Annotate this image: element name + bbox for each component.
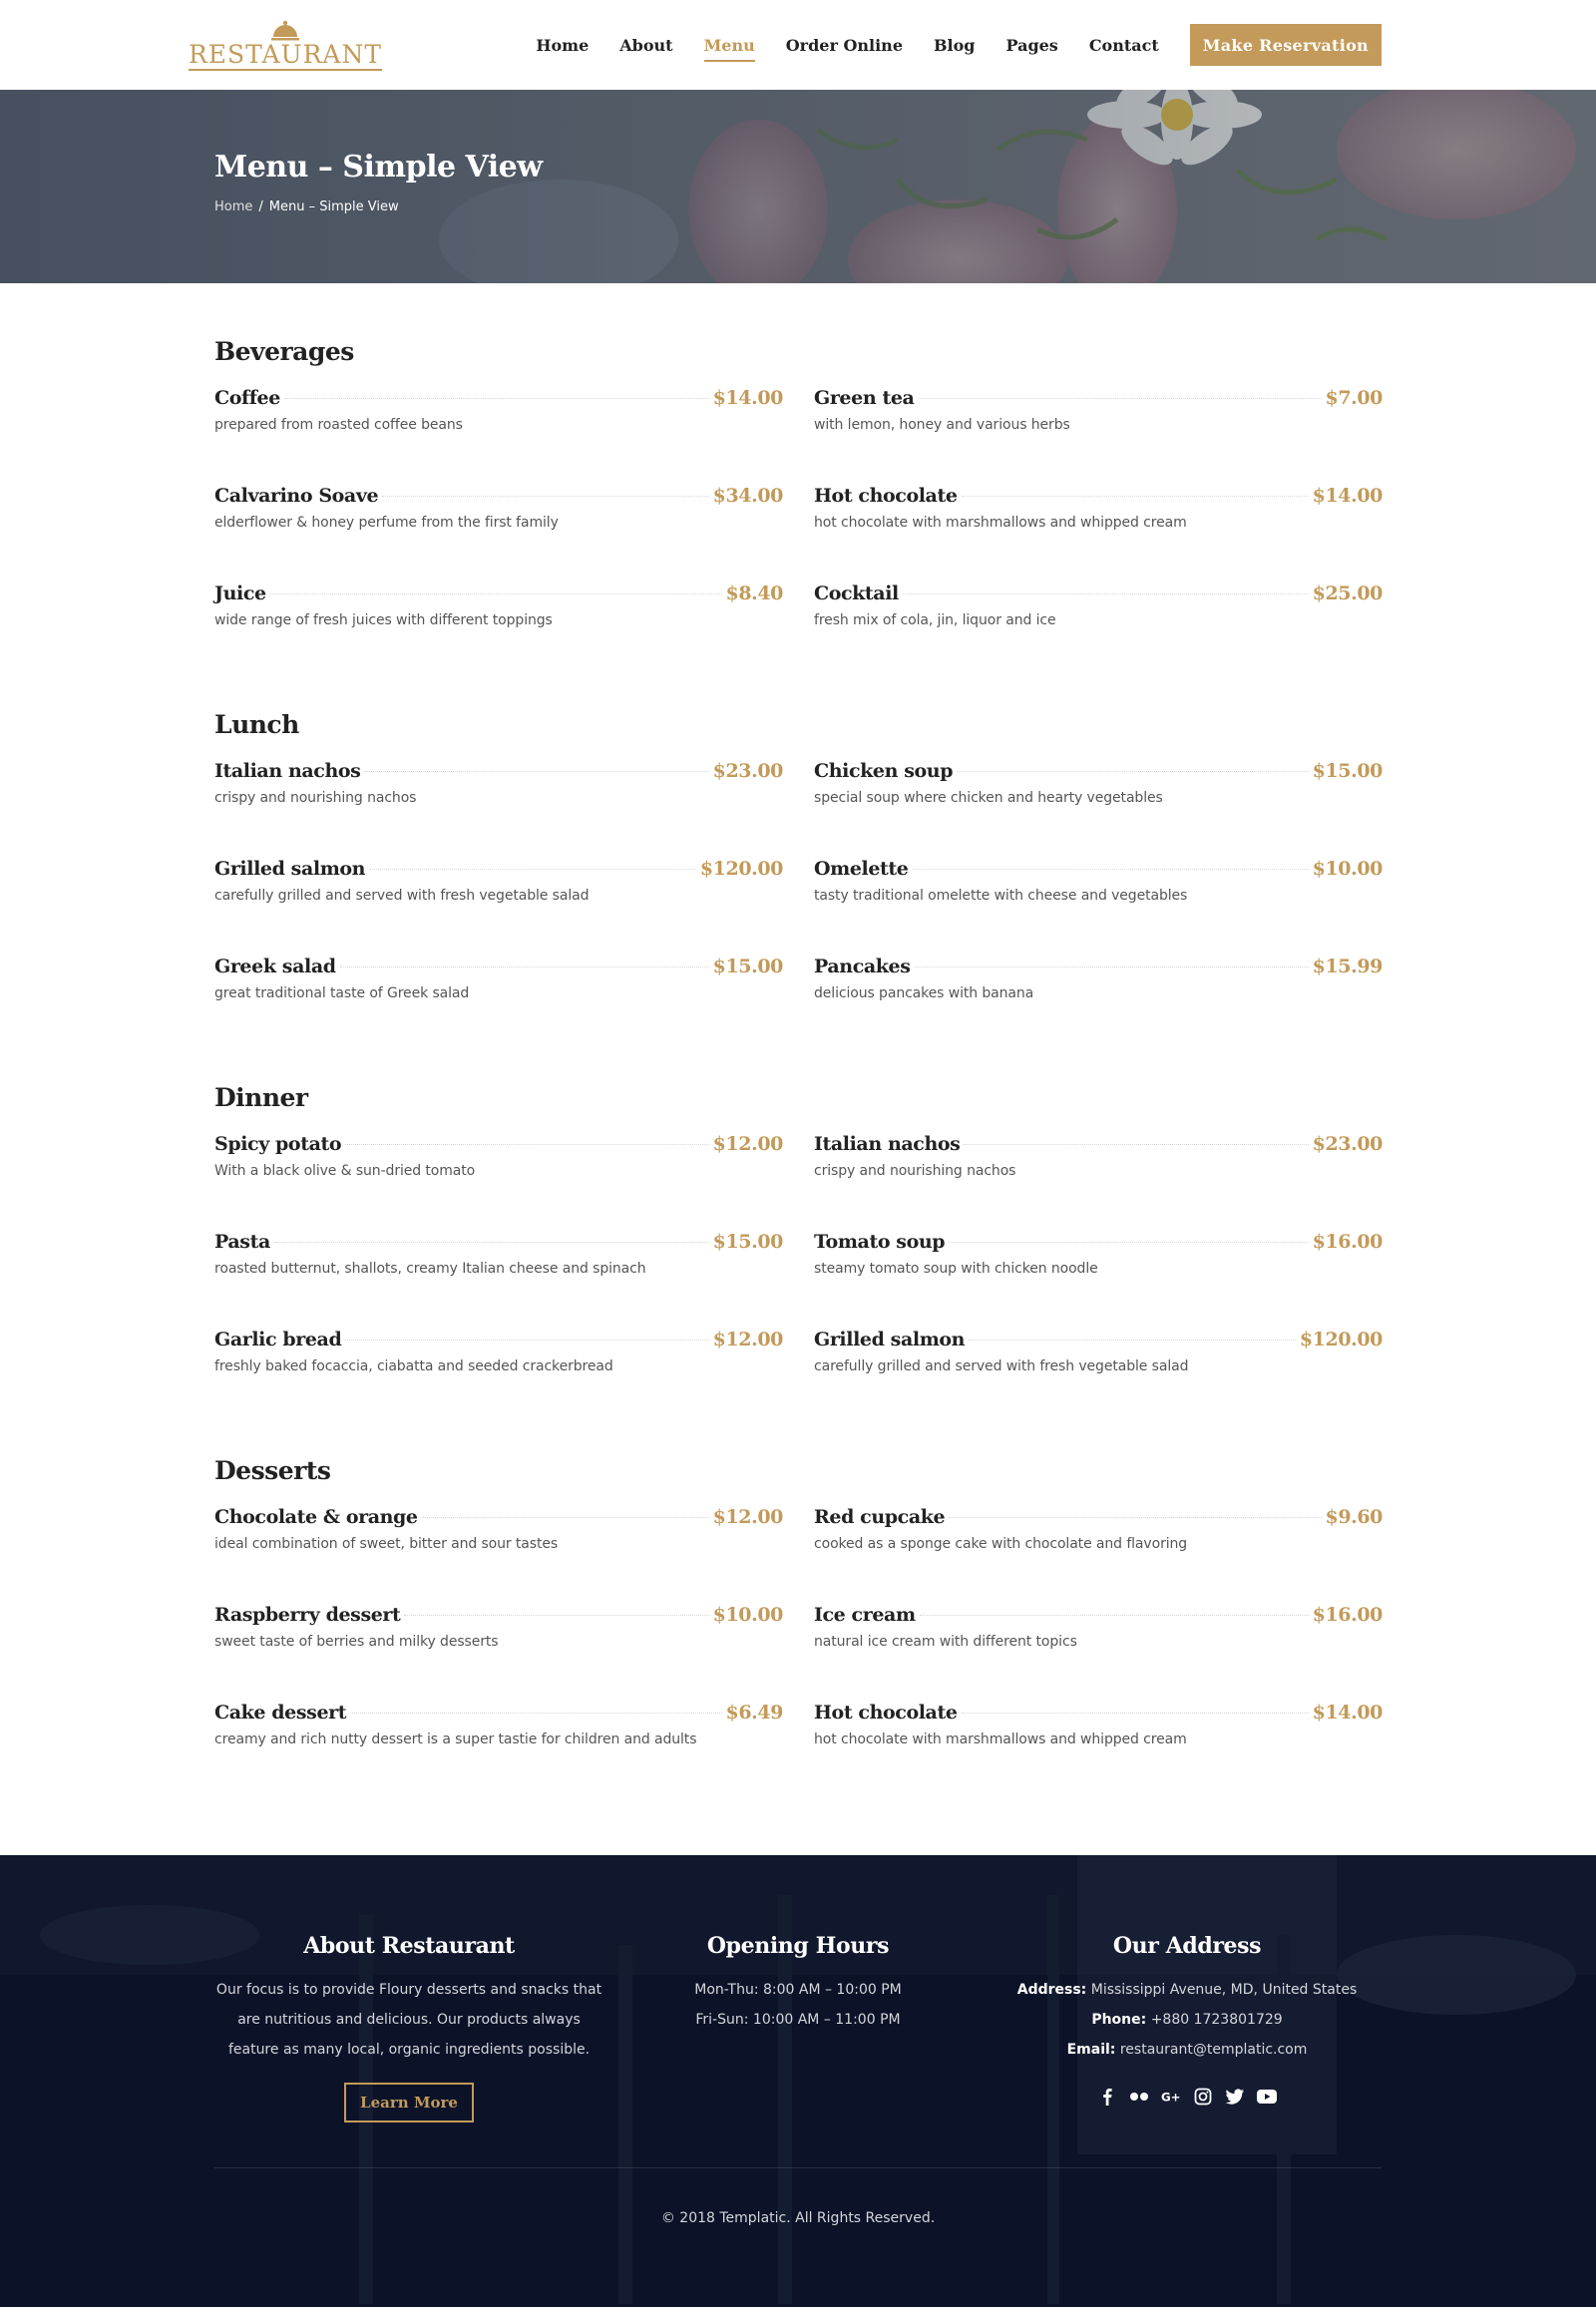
footer-about-title: About Restaurant [303, 1933, 515, 1959]
menu-section-lunch [214, 710, 1382, 1053]
dotted-leader [949, 1517, 1321, 1518]
item-price: $7.00 [1325, 387, 1383, 409]
svg-text:G+: G+ [1161, 2090, 1181, 2104]
dotted-leader [369, 869, 696, 870]
item-description: natural ice cream with different topics [814, 1634, 1077, 1650]
section-title: Dinner [214, 1083, 308, 1112]
footer-divider [214, 2167, 1382, 2168]
dotted-leader [284, 398, 709, 399]
footer-address-title: Our Address [1112, 1933, 1262, 1959]
breadcrumb [214, 199, 399, 214]
logo-text: RESTAURANT [188, 39, 383, 69]
menu-item [814, 1604, 1383, 1702]
dotted-leader [969, 1340, 1296, 1341]
item-description: freshly baked focaccia, ciabatta and seeded crackerbread [214, 1358, 613, 1374]
item-description: hot chocolate with marshmallows and whipped cream [814, 515, 1187, 531]
nav-contact[interactable]: Contact [1088, 35, 1159, 55]
youtube-icon[interactable] [1257, 2087, 1277, 2107]
email-label: Email: [1066, 2042, 1116, 2058]
menu-item [814, 582, 1383, 680]
nav-menu[interactable]: Menu [704, 32, 755, 59]
dotted-leader [270, 593, 722, 594]
address-value: Mississippi Avenue, MD, United States [1090, 1982, 1358, 1998]
item-name: Raspberry dessert [214, 1604, 401, 1626]
instagram-icon[interactable] [1193, 2087, 1213, 2107]
footer-about [214, 1933, 603, 2122]
item-price: $15.00 [712, 956, 783, 977]
item-name: Chicken soup [814, 760, 954, 782]
footer-hours-title: Opening Hours [706, 1933, 890, 1959]
hours-line: Fri-Sun: 10:00 AM – 11:00 PM [695, 2012, 901, 2028]
menu-item [214, 760, 783, 858]
item-price: $15.00 [1312, 760, 1383, 782]
menu-item [214, 1329, 783, 1426]
item-name: Tomato soup [814, 1231, 946, 1253]
menu-item [214, 1506, 783, 1604]
dotted-leader [913, 869, 1309, 870]
item-name: Pancakes [814, 956, 911, 977]
item-description: prepared from roasted coffee beans [214, 417, 463, 433]
item-price: $10.00 [712, 1604, 783, 1626]
menu-item [814, 485, 1383, 582]
item-price: $120.00 [699, 858, 783, 880]
item-name: Juice [214, 582, 266, 604]
item-name: Calvarino Soave [214, 485, 379, 507]
item-price: $14.00 [1312, 485, 1383, 507]
make-reservation-button[interactable]: Make Reservation [1190, 24, 1382, 66]
item-name: Red cupcake [814, 1506, 946, 1528]
dotted-leader [274, 1242, 709, 1243]
dotted-leader [964, 1144, 1308, 1145]
logo[interactable] [188, 20, 383, 71]
item-price: $9.60 [1325, 1506, 1383, 1528]
item-name: Grilled salmon [814, 1329, 966, 1350]
section-title: Beverages [214, 337, 354, 366]
item-description: With a black olive & sun-dried tomato [214, 1163, 476, 1179]
footer-columns [214, 1933, 1382, 2122]
item-price: $6.49 [725, 1702, 783, 1724]
page-hero [0, 90, 1596, 283]
item-name: Coffee [214, 387, 280, 409]
dotted-leader [404, 1615, 708, 1616]
menu-item [214, 1604, 783, 1702]
item-price: $12.00 [712, 1133, 783, 1155]
item-description: wide range of fresh juices with different toppings [214, 612, 553, 628]
social-links [993, 2087, 1382, 2107]
menu-section-beverages [214, 337, 1382, 680]
section-title: Lunch [214, 710, 299, 739]
item-description: crispy and nourishing nachos [814, 1163, 1016, 1179]
item-description: delicious pancakes with banana [814, 985, 1034, 1001]
address-line [993, 1975, 1382, 2005]
nav-order-online[interactable]: Order Online [785, 35, 903, 55]
menu-item [814, 1506, 1383, 1604]
dotted-leader [903, 593, 1309, 594]
dotted-leader [422, 1517, 709, 1518]
dotted-leader [962, 496, 1309, 497]
menu-grid [214, 387, 1382, 680]
footer-address [993, 1933, 1382, 2122]
cloche-icon [271, 20, 299, 42]
dotted-leader [957, 771, 1309, 772]
nav-pages[interactable]: Pages [1005, 35, 1058, 55]
learn-more-button[interactable]: Learn More [344, 2083, 474, 2122]
page-title: Menu – Simple View [214, 150, 543, 185]
menu-section-dinner [214, 1083, 1382, 1426]
item-name: Omelette [814, 858, 909, 880]
email-line [993, 2035, 1382, 2065]
item-name: Pasta [214, 1231, 270, 1253]
menu-item [214, 1133, 783, 1231]
dotted-leader [920, 1615, 1309, 1616]
item-price: $8.40 [725, 582, 783, 604]
dotted-leader [364, 771, 708, 772]
menu-item [814, 387, 1383, 485]
item-description: hot chocolate with marshmallows and whipped cream [814, 1731, 1187, 1747]
item-price: $14.00 [712, 387, 783, 409]
hours-line: Mon-Thu: 8:00 AM – 10:00 PM [694, 1982, 902, 1998]
item-name: Chocolate & orange [214, 1506, 418, 1528]
item-price: $10.00 [1312, 858, 1383, 880]
flickr-icon[interactable] [1129, 2087, 1149, 2107]
breadcrumb-home-link[interactable]: Home [214, 199, 253, 214]
dotted-leader [382, 496, 709, 497]
item-name: Greek salad [214, 956, 336, 977]
menu-item [214, 1702, 783, 1799]
item-description: great traditional taste of Greek salad [214, 985, 470, 1001]
copyright-text: © 2018 Templatic. All Rights Reserved. [660, 2210, 936, 2226]
menu-item [814, 956, 1383, 1053]
phone-value[interactable]: +880 1723801729 [1150, 2012, 1283, 2028]
item-name: Ice cream [814, 1604, 916, 1626]
item-description: carefully grilled and served with fresh vegetable salad [814, 1358, 1189, 1374]
phone-label: Phone: [1091, 2012, 1147, 2028]
menu-item [814, 760, 1383, 858]
item-description: crispy and nourishing nachos [214, 790, 417, 806]
facebook-icon[interactable] [1097, 2087, 1117, 2107]
item-price: $25.00 [1312, 582, 1383, 604]
menu-grid [214, 760, 1382, 1053]
main-nav [505, 24, 1382, 66]
item-name: Italian nachos [814, 1133, 961, 1155]
item-name: Garlic bread [214, 1329, 342, 1350]
phone-line [993, 2005, 1382, 2035]
item-price: $23.00 [712, 760, 783, 782]
item-description: fresh mix of cola, jin, liquor and ice [814, 612, 1056, 628]
menu-item [814, 1702, 1383, 1799]
menu-item [214, 582, 783, 680]
item-description: ideal combination of sweet, bitter and sour tastes [214, 1536, 559, 1552]
site-header [0, 0, 1596, 90]
item-price: $15.00 [712, 1231, 783, 1253]
item-price: $23.00 [1312, 1133, 1383, 1155]
item-description: sweet taste of berries and milky desserts [214, 1634, 499, 1650]
item-description: with lemon, honey and various herbs [814, 417, 1070, 433]
menu-item [814, 1133, 1383, 1231]
address-label: Address: [1016, 1982, 1087, 1998]
footer-about-text: Our focus is to provide Floury desserts and snacks that are nutritious and delicious. Our products always feature as many local, organic ingredients possible. [215, 1982, 602, 2058]
item-price: $14.00 [1312, 1702, 1383, 1724]
dotted-leader [350, 1713, 721, 1714]
footer-opening-hours [603, 1933, 993, 2122]
item-description: creamy and rich nutty dessert is a super tastie for children and adults [214, 1731, 697, 1747]
dotted-leader [340, 966, 709, 967]
item-name: Hot chocolate [814, 485, 958, 507]
dotted-leader [345, 1340, 708, 1341]
item-price: $16.00 [1312, 1231, 1383, 1253]
menu-item [814, 1231, 1383, 1329]
item-name: Hot chocolate [814, 1702, 958, 1724]
twitter-icon[interactable] [1225, 2087, 1245, 2107]
breadcrumb-current: Menu – Simple View [268, 199, 399, 214]
menu-item [214, 387, 783, 485]
google-plus-icon[interactable] [1161, 2087, 1181, 2107]
item-name: Italian nachos [214, 760, 361, 782]
item-price: $15.99 [1312, 956, 1383, 977]
item-description: cooked as a sponge cake with chocolate and flavoring [814, 1536, 1188, 1552]
item-price: $120.00 [1299, 1329, 1383, 1350]
item-description: special soup where chicken and hearty vegetables [814, 790, 1163, 806]
item-name: Cocktail [814, 582, 899, 604]
item-name: Grilled salmon [214, 858, 366, 880]
item-price: $16.00 [1312, 1604, 1383, 1626]
item-description: tasty traditional omelette with cheese and vegetables [814, 888, 1188, 904]
dotted-leader [345, 1144, 709, 1145]
menu-item [214, 1231, 783, 1329]
menu-item [214, 858, 783, 956]
item-description: elderflower & honey perfume from the first family [214, 515, 559, 531]
dotted-leader [962, 1713, 1309, 1714]
email-value[interactable]: restaurant@templatic.com [1119, 2042, 1308, 2058]
menu-item [214, 956, 783, 1053]
item-name: Spicy potato [214, 1133, 342, 1155]
item-name: Cake dessert [214, 1702, 347, 1724]
menu-grid [214, 1133, 1382, 1426]
menu-section-desserts [214, 1456, 1382, 1799]
item-price: $12.00 [712, 1329, 783, 1350]
item-price: $12.00 [712, 1506, 783, 1528]
item-description: steamy tomato soup with chicken noodle [814, 1261, 1098, 1277]
item-description: carefully grilled and served with fresh vegetable salad [214, 888, 590, 904]
dotted-leader [915, 966, 1309, 967]
menu-item [814, 1329, 1383, 1426]
breadcrumb-separator: / [258, 199, 263, 214]
section-title: Desserts [214, 1456, 331, 1485]
item-description: roasted butternut, shallots, creamy Italian cheese and spinach [214, 1261, 646, 1277]
menu-item [214, 485, 783, 582]
item-price: $34.00 [712, 485, 783, 507]
site-footer [0, 1855, 1596, 2307]
item-name: Green tea [814, 387, 915, 409]
menu-item [814, 858, 1383, 956]
nav-about[interactable]: About [619, 35, 673, 55]
dotted-leader [949, 1242, 1308, 1243]
nav-home[interactable]: Home [536, 35, 590, 55]
dotted-leader [918, 398, 1321, 399]
menu-grid [214, 1506, 1382, 1799]
nav-blog[interactable]: Blog [934, 35, 976, 55]
